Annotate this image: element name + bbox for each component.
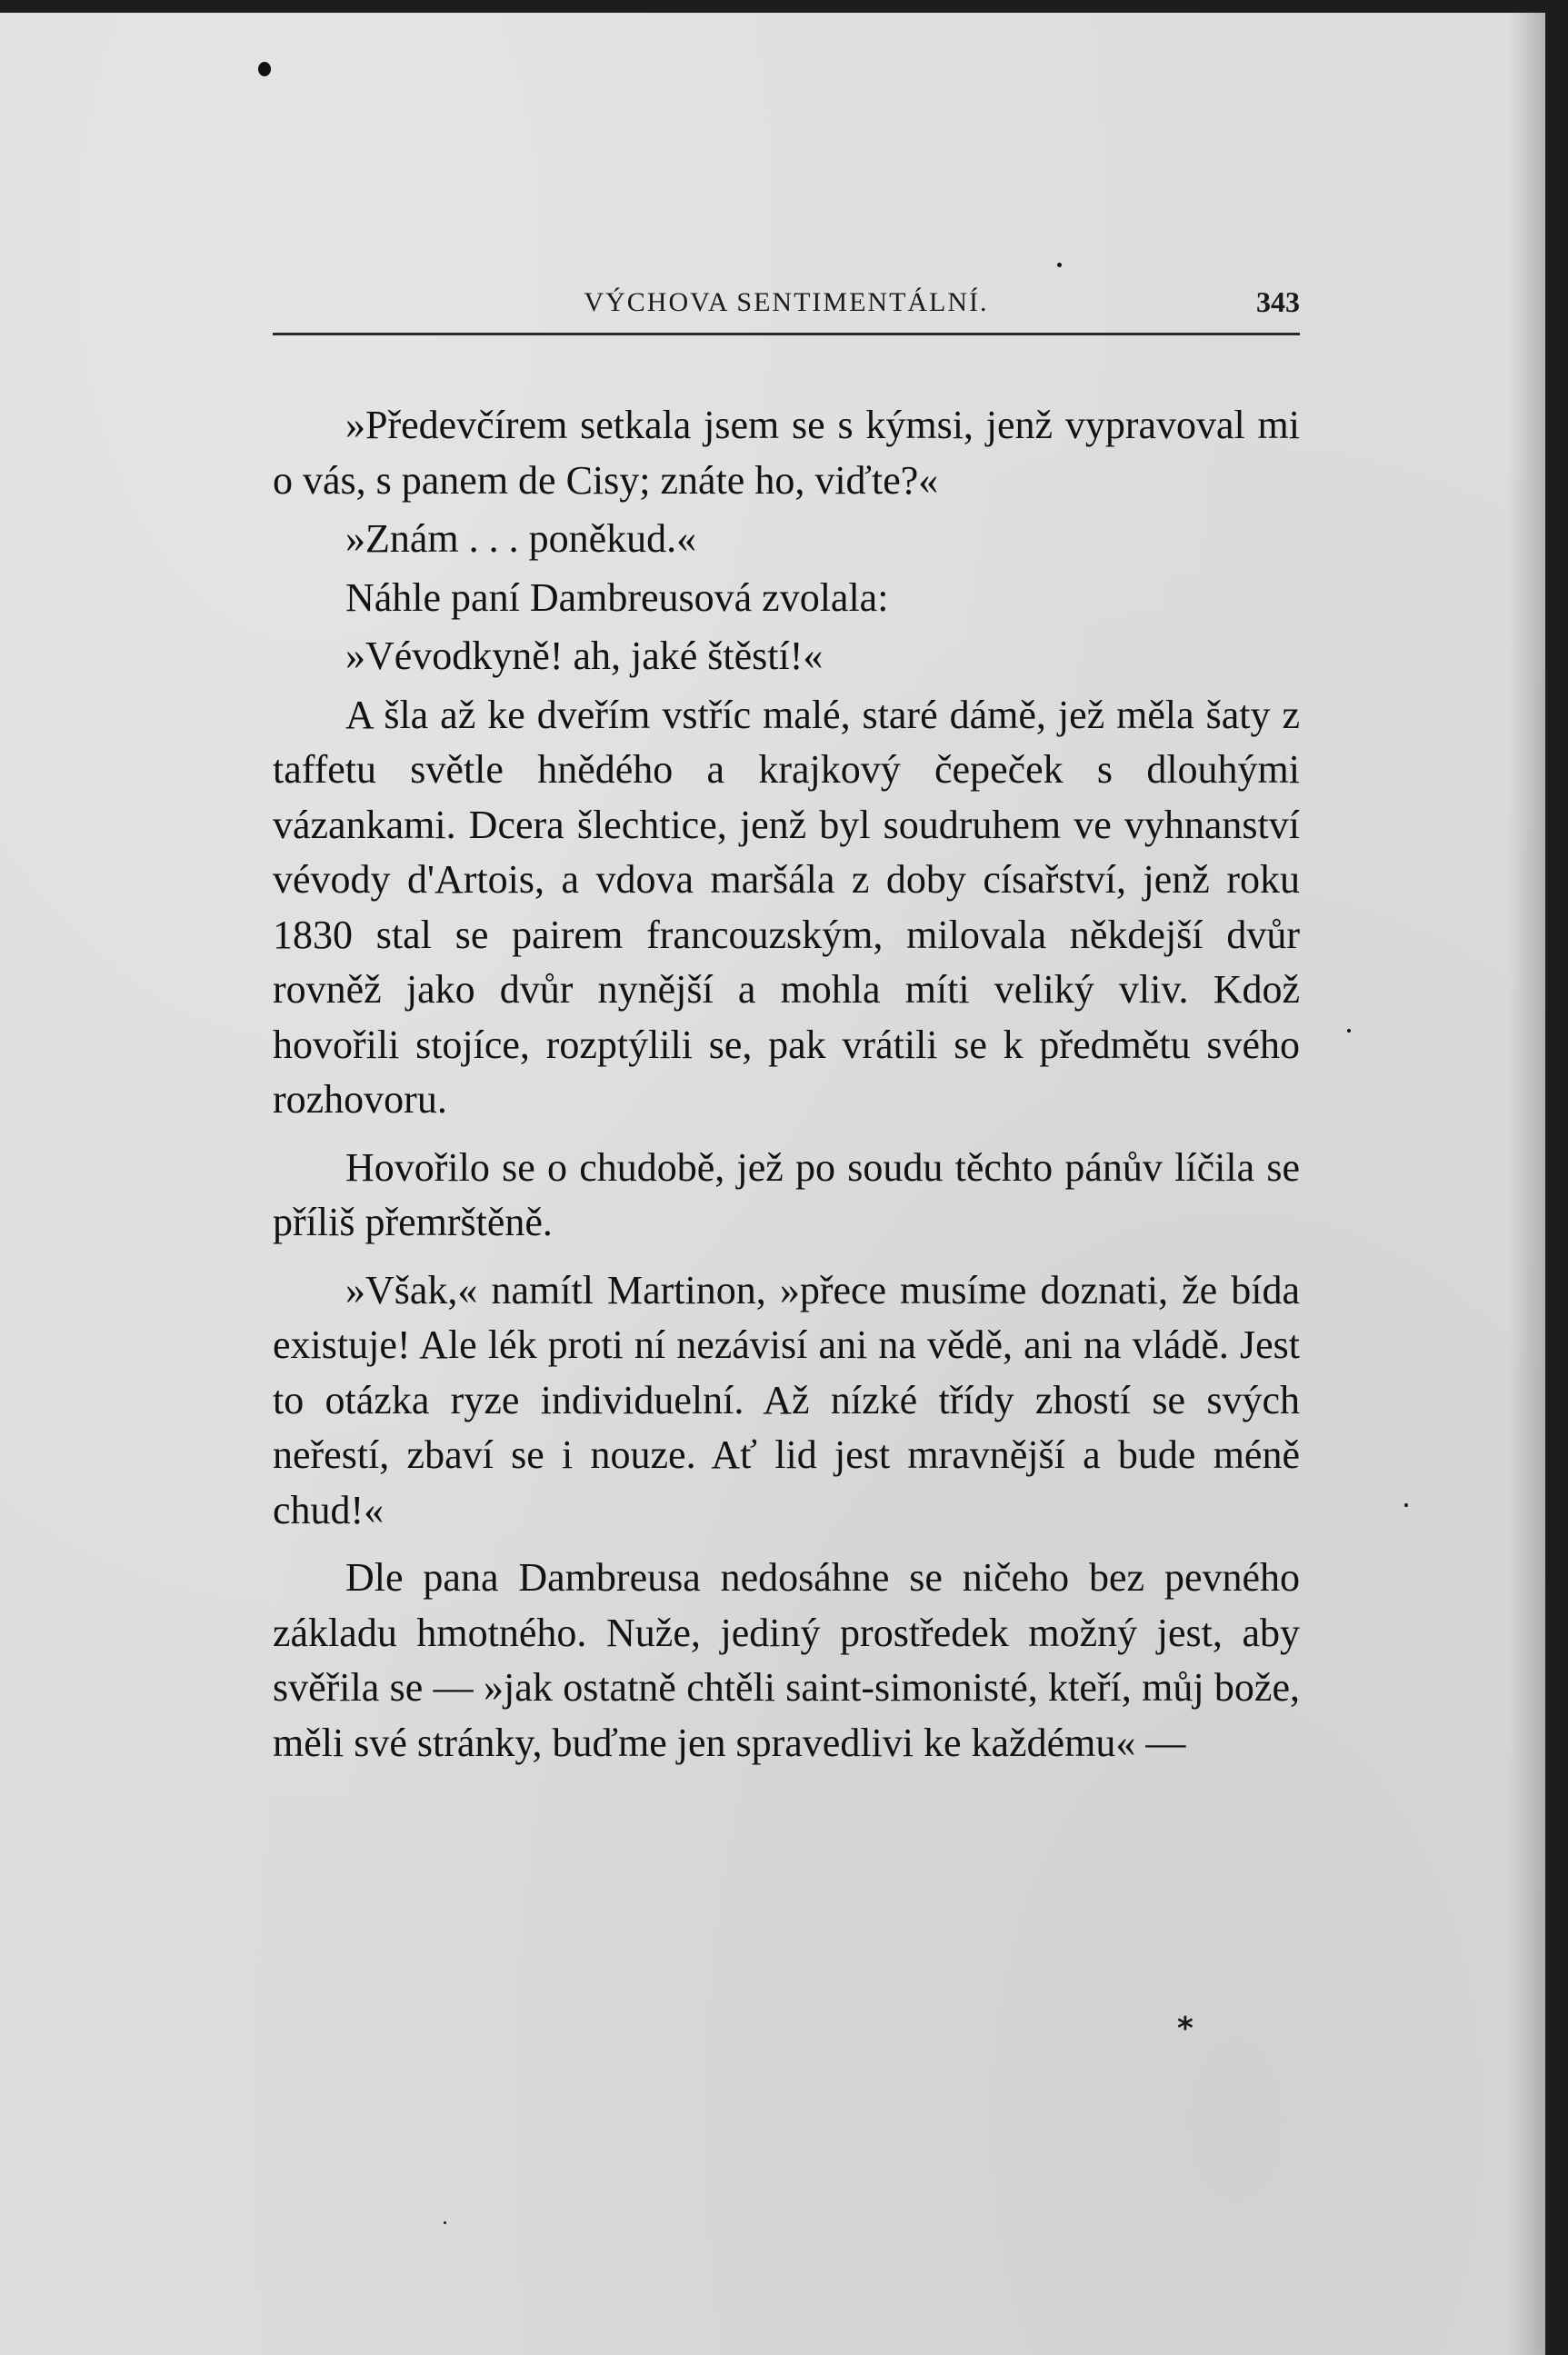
paragraph: Dle pana Dambreusa nedosáhne se ničeho bez pevného základu hmotného. Nuže, jediný prostředek možný jest, aby svěřila se — »jak ostatně chtěli saint-simonisté, kteří, můj bože, měli své stránky, buďme jen spravedlivi ke každému« — <box>273 1555 1300 1765</box>
paragraph: »Znám . . . poněkud.« <box>345 516 697 561</box>
paragraph: »Však,« namítl Martinon, »přece musíme doznati, že bída existuje! Ale lék proti ní nezávisí ani na vědě, ani na vládě. Jest to otázka ryze individuelní. Až nízké třídy zhostí se svých neřestí, zbaví se i nouze. Ať lid jest mravnější a bude méně chud!« <box>273 1267 1300 1532</box>
paragraph: A šla až ke dveřím vstříc malé, staré dámě, jež měla šaty z taffetu světle hnědého a krajkový čepeček s dlouhými vázankami. Dcera šlechtice, jenž byl soudruhem ve vyhnanství vévody d'Artois, a vdova maršála z doby císařství, jenž roku 1830 stal se pairem francouzským, milovala někdejší dvůr rovněž jako dvůr nynější a mohla míti veliký vliv. Kdož hovořili stojíce, rozptýlili se, pak vrátili se k předmětu svého rozhovoru. <box>273 692 1300 1122</box>
ink-speck <box>258 62 271 76</box>
signature-mark: * <box>1177 2011 1193 2047</box>
ink-speck <box>1057 263 1062 267</box>
running-head <box>273 284 1300 324</box>
header-rule <box>273 333 1300 335</box>
page-edge-shadow <box>1509 13 1545 2355</box>
ink-speck <box>444 2221 446 2224</box>
running-title: VÝCHOVA SENTIMENTÁLNÍ. <box>584 287 989 317</box>
paragraph: »Předevčírem setkala jsem se s kýmsi, jenž vypravoval mi o vás, s panem de Cisy; znáte ho, viďte?« <box>273 403 1300 503</box>
paragraph: Náhle paní Dambreusová zvolala: <box>345 574 889 620</box>
page-number: 343 <box>1256 285 1300 318</box>
text-body <box>273 398 1300 1771</box>
paragraph: »Vévodkyně! ah, jaké štěstí!« <box>345 634 824 678</box>
paragraph: Hovořilo se o chudobě, jež po soudu těchto pánův líčila se příliš přemrštěně. <box>273 1144 1300 1244</box>
ink-speck <box>1404 1503 1408 1507</box>
ink-speck <box>1347 1029 1351 1033</box>
